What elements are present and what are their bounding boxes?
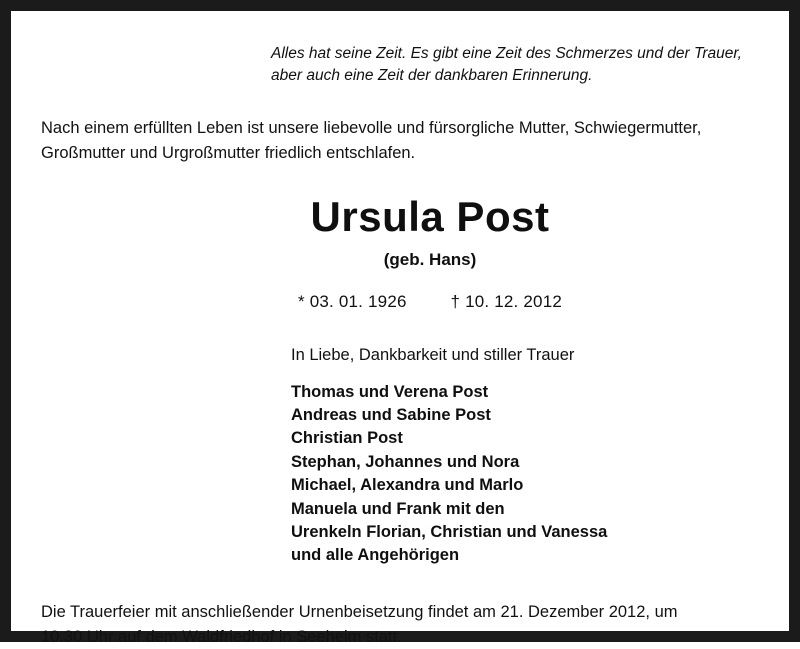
- family-line: Urenkeln Florian, Christian und Vanessa: [291, 523, 608, 542]
- funeral-line-2: 10.30 Uhr auf dem Waldfriedhof in Seeheim statt.: [41, 627, 402, 646]
- epitaph-line-1: Alles hat seine Zeit. Es gibt eine Zeit des Schmerzes und der Trauer,: [271, 45, 742, 62]
- epitaph-line-2: aber auch eine Zeit der dankbaren Erinnerung.: [271, 67, 593, 85]
- funeral-line-1: Die Trauerfeier mit anschließender Urnenbeisetzung findet am 21. Dezember 2012, um: [41, 602, 678, 621]
- epitaph-quote: [271, 43, 791, 88]
- family-line: Christian Post: [291, 429, 403, 448]
- death-date: † 10. 12. 2012: [450, 291, 563, 311]
- intro-text: [41, 116, 769, 166]
- deceased-maiden-name: (geb. Hans): [383, 249, 477, 269]
- family-line: Andreas und Sabine Post: [291, 405, 491, 424]
- life-dates: [91, 292, 769, 312]
- intro-line-1: Nach einem erfüllten Leben ist unsere liebevolle und fürsorgliche Mutter, Schwiegermutter,: [41, 118, 702, 137]
- family-list: [291, 381, 769, 568]
- family-line: Manuela und Frank mit den: [291, 499, 505, 518]
- birth-date: * 03. 01. 1926: [297, 291, 407, 311]
- deceased-block: [31, 195, 769, 567]
- family-line: Thomas und Verena Post: [291, 382, 489, 401]
- mourning-lead: In Liebe, Dankbarkeit und stiller Trauer: [291, 345, 575, 364]
- family-line: Michael, Alexandra und Marlo: [291, 476, 524, 495]
- notice-inner: [31, 43, 769, 646]
- family-line: Stephan, Johannes und Nora: [291, 452, 520, 471]
- family-line: und alle Angehörigen: [291, 546, 460, 565]
- intro-line-2: Großmutter und Urgroßmutter friedlich entschlafen.: [41, 143, 416, 162]
- deceased-name: Ursula Post: [310, 193, 550, 241]
